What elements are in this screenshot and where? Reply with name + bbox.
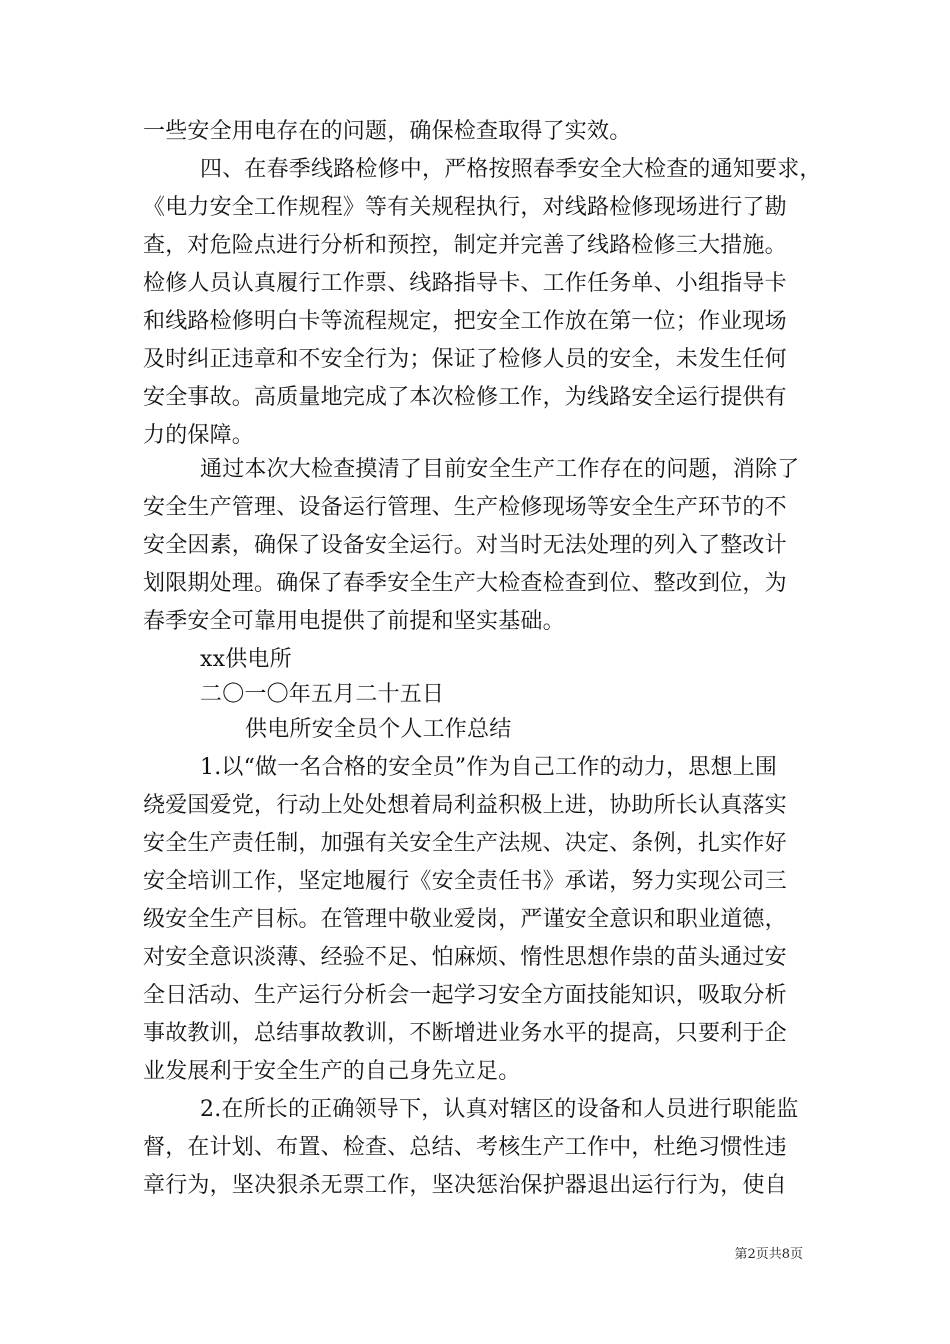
text-line: 检修人员认真履行工作票、线路指导卡、工作任务单、小组指导卡 — [143, 271, 787, 296]
signature-date: 二〇一〇年五月二十五日 — [200, 682, 445, 707]
text-line: 绕爱国爱党，行动上处处想着局利益积极上进，协助所长认真落实 — [143, 793, 787, 818]
text-line: 安全因素，确保了设备安全运行。对当时无法处理的列入了整改计 — [143, 533, 787, 558]
signature-org: xx供电所 — [200, 647, 292, 672]
text-line: 安全生产管理、设备运行管理、生产检修现场等安全生产环节的不 — [143, 495, 787, 520]
text-line: 对安全意识淡薄、经验不足、怕麻烦、惰性思想作祟的苗头通过安 — [143, 945, 787, 970]
text-line: 章行为，坚决狠杀无票工作，坚决惩治保护器退出运行行为，使自 — [143, 1173, 787, 1198]
text-line: 安全生产责任制，加强有关安全生产法规、决定、条例，扎实作好 — [143, 831, 787, 856]
text-line: 1.以“做一名合格的安全员”作为自己工作的动力，思想上围 — [200, 755, 778, 780]
text-line: 全日活动、生产运行分析会一起学习安全方面技能知识，吸取分析 — [143, 983, 787, 1008]
text-line: 查，对危险点进行分析和预控，制定并完善了线路检修三大措施。 — [143, 233, 787, 258]
text-line: 通过本次大检查摸清了目前安全生产工作存在的问题，消除了 — [200, 457, 800, 482]
text-line: 事故教训，总结事故教训，不断增进业务水平的提高，只要利于企 — [143, 1021, 787, 1046]
text-line: 安全事故。高质量地完成了本次检修工作，为线路安全运行提供有 — [143, 385, 787, 410]
text-line: 力的保障。 — [143, 423, 255, 448]
text-line: 督，在计划、布置、检查、总结、考核生产工作中，杜绝习惯性违 — [143, 1135, 787, 1160]
page-number: 第2页共8页 — [734, 1247, 803, 1262]
text-line: 和线路检修明白卡等流程规定，把安全工作放在第一位；作业现场 — [143, 309, 787, 334]
text-line: 及时纠正违章和不安全行为；保证了检修人员的安全，未发生任何 — [143, 347, 787, 372]
text-line: 一些安全用电存在的问题，确保检查取得了实效。 — [143, 119, 632, 144]
text-line: 《电力安全工作规程》等有关规程执行，对线路检修现场进行了勘 — [143, 195, 787, 220]
section-title: 供电所安全员个人工作总结 — [245, 717, 512, 742]
text-line: 四、在春季线路检修中，严格按照春季安全大检查的通知要求， — [200, 157, 822, 182]
text-line: 春季安全可靠用电提供了前提和坚实基础。 — [143, 609, 565, 634]
text-line: 级安全生产目标。在管理中敬业爱岗，严谨安全意识和职业道德， — [143, 907, 787, 932]
text-line: 划限期处理。确保了春季安全生产大检查检查到位、整改到位，为 — [143, 571, 787, 596]
text-line: 业发展利于安全生产的自己身先立足。 — [143, 1059, 521, 1084]
text-line: 2.在所长的正确领导下，认真对辖区的设备和人员进行职能监 — [200, 1097, 799, 1122]
text-line: 安全培训工作，坚定地履行《安全责任书》承诺，努力实现公司三 — [143, 869, 787, 894]
